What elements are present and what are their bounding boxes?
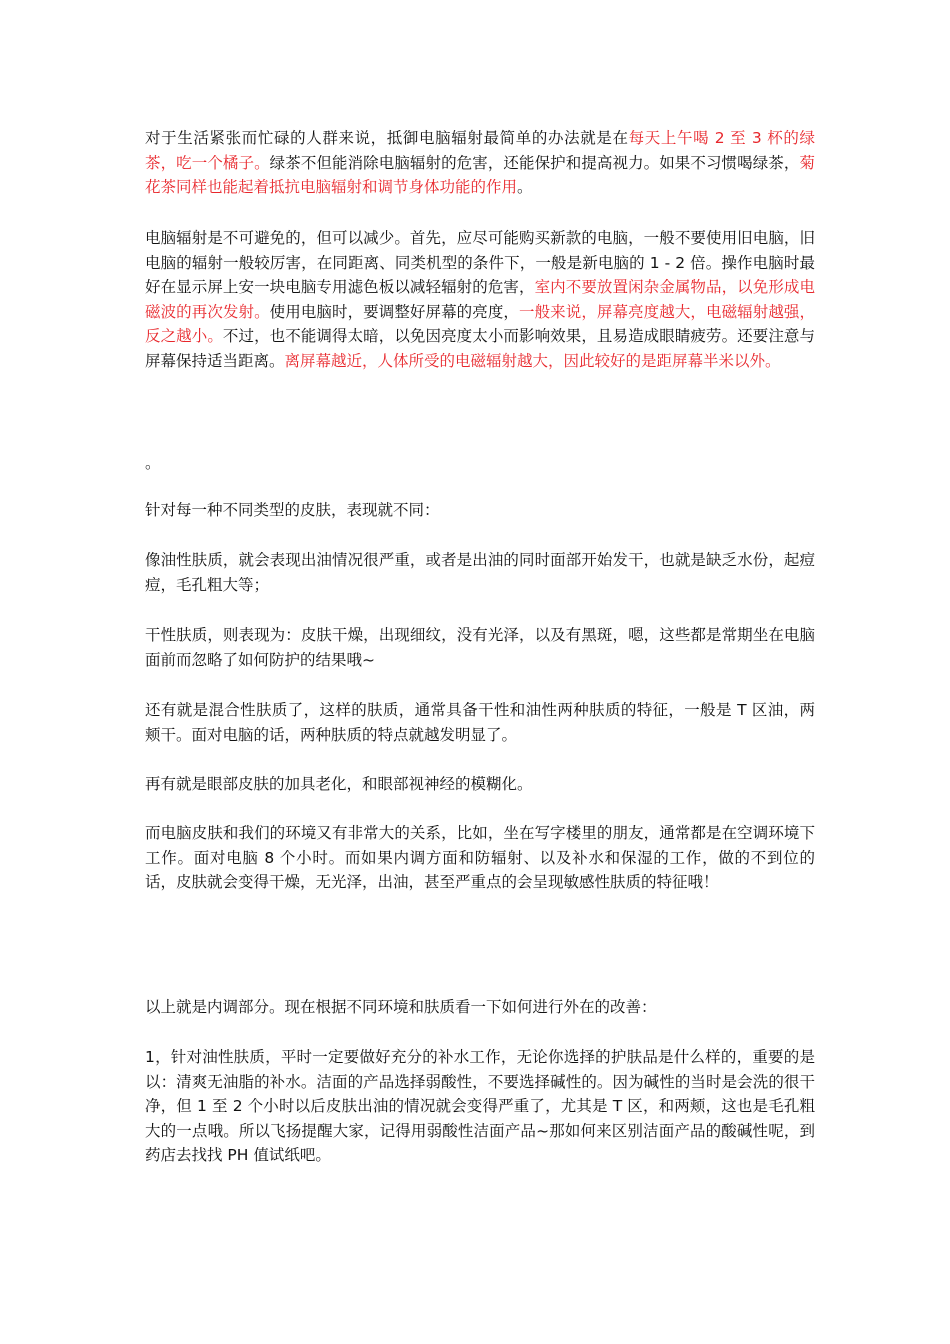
paragraph-external-care-intro (145, 995, 815, 1020)
text-segment: 电脑辐射是不可避免的，但可以减少。首先，应尽可能购买新款的电脑，一般不要使用旧电脑，旧电脑的辐射一般较厉害，在同距离、同类机型的条件下，一般是新电脑的 1 - 2 倍。操作电脑时最好在显示屏上安一块电脑专用滤色板以减轻辐射的危害， (145, 229, 815, 296)
paragraph-oily-skin (145, 548, 815, 597)
text-segment: 1，针对油性肤质，平时一定要做好充分的补水工作，无论你选择的护肤品是什么样的，重要的是以：清爽无油脂的补水。洁面的产品选择弱酸性，不要选择碱性的。因为碱性的当时是会洗的很干净，但 1 至 2 个小时以后皮肤出油的情况就会变得严重了，尤其是 T 区，和两颊，这也是毛孔粗大的一点哦。所以飞扬提醒大家，记得用弱酸性洁面产品~那如何来区别洁面产品的酸碱性呢，到药店去找找 PH 值试纸吧。 (145, 1048, 815, 1164)
paragraph-skin-types-intro (145, 498, 815, 523)
text-segment: 绿茶不但能消除电脑辐射的危害，还能保护和提高视力。如果不习惯喝绿茶， (269, 153, 800, 172)
text-segment: 而电脑皮肤和我们的环境又有非常大的关系，比如，坐在写字楼里的朋友，通常都是在空调环境下工作。面对电脑 8 个小时。而如果内调方面和防辐射、以及补水和保湿的工作，做的不到位的话，皮肤就会变得干燥，无光泽，出油，甚至严重点的会呈现敏感性肤质的特征哦！ (145, 824, 815, 891)
highlight-segment: 每天上午喝 2 至 3 杯的绿茶，吃一个橘子。 (145, 129, 815, 172)
paragraph-period (145, 451, 815, 476)
text-segment: 。 (517, 178, 533, 196)
text-segment: 再有就是眼部皮肤的加具老化，和眼部视神经的模糊化。 (145, 775, 533, 793)
text-segment: 对于生活紧张而忙碌的人群来说，抵御电脑辐射最简单的办法就是在 (145, 129, 629, 147)
highlight-segment: 离屏幕越近，人体所受的电磁辐射越大，因此较好的是距屏幕半米以外。 (284, 351, 781, 370)
highlight-segment: 菊花茶同样也能起着抵抗电脑辐射和调节身体功能的作用 (145, 153, 815, 196)
paragraph-environment (145, 821, 815, 895)
text-segment: 以上就是内调部分。现在根据不同环境和肤质看一下如何进行外在的改善： (145, 998, 657, 1016)
text-segment: 。 (145, 454, 161, 472)
text-segment: 使用电脑时，要调整好屏幕的亮度， (269, 302, 519, 321)
text-segment: 干性肤质，则表现为：皮肤干燥，出现细纹，没有光泽，以及有黑斑，嗯，这些都是常期坐在电脑面前而忽略了如何防护的结果哦~ (145, 626, 815, 669)
paragraph-green-tea (145, 126, 815, 200)
paragraph-combination-skin (145, 698, 815, 747)
paragraph-eye-skin (145, 772, 815, 797)
paragraph-radiation-tips (145, 226, 815, 373)
paragraph-dry-skin (145, 623, 815, 672)
highlight-segment: 一般来说，屏幕亮度越大，电磁辐射越强，反之越小。 (145, 302, 815, 345)
highlight-segment: 室内不要放置闲杂金属物品，以免形成电磁波的再次发射。 (145, 278, 815, 321)
text-segment: 还有就是混合性肤质了，这样的肤质，通常具备干性和油性两种肤质的特征，一般是 T 区油，两颊干。面对电脑的话，两种肤质的特点就越发明显了。 (145, 701, 815, 744)
text-segment: 不过，也不能调得太暗，以免因亮度太小而影响效果，且易造成眼睛疲劳。还要注意与屏幕保持适当距离。 (145, 327, 815, 370)
paragraph-oily-skin-care (145, 1045, 815, 1168)
text-segment: 像油性肤质，就会表现出油情况很严重，或者是出油的同时面部开始发干，也就是缺乏水份，起痘痘，毛孔粗大等； (145, 551, 815, 594)
text-segment: 针对每一种不同类型的皮肤，表现就不同： (145, 501, 440, 519)
